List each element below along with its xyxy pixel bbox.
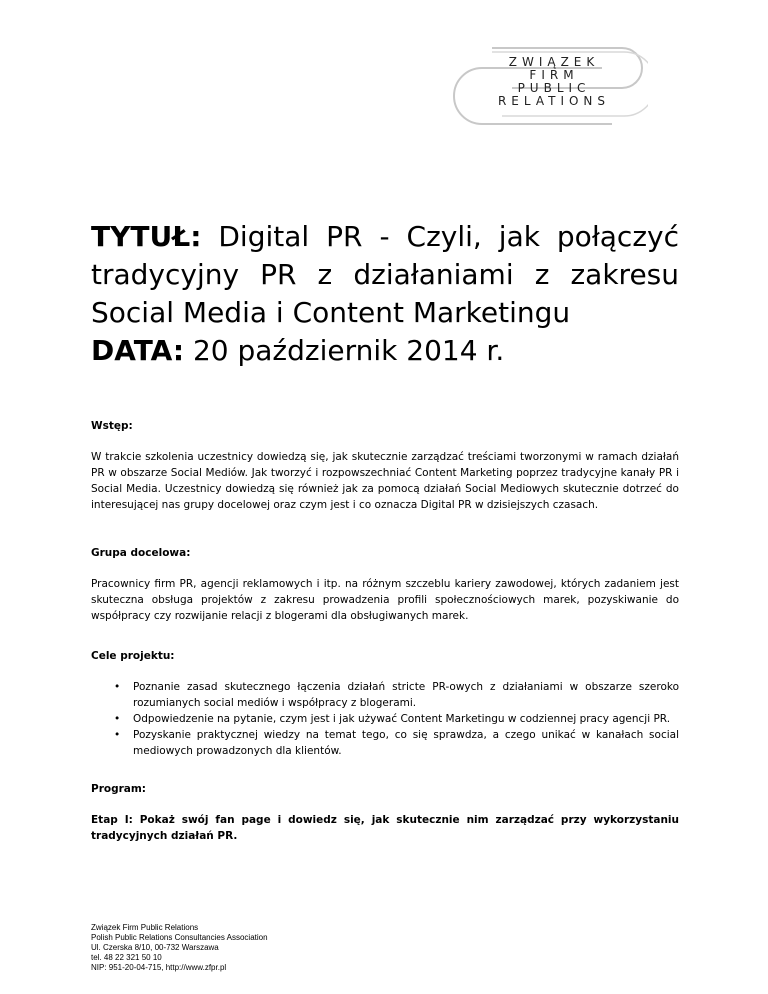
document-body xyxy=(91,418,679,844)
footer xyxy=(91,923,491,973)
logo-line-3: PUBLIC xyxy=(517,81,591,95)
date-line xyxy=(91,332,679,370)
document-title xyxy=(91,218,679,370)
title-line-3: Social Media i Content Marketingu xyxy=(91,296,571,329)
logo-line-2: FIRM xyxy=(529,68,579,82)
intro-heading: Wstęp: xyxy=(91,420,133,432)
zfpr-logo xyxy=(452,40,648,132)
title-text-1: Digital PR - Czyli, jak połączyć xyxy=(201,220,679,253)
logo-wordmark xyxy=(464,56,644,108)
date-value: 20 październik 2014 r. xyxy=(184,334,505,367)
logo-line-4: RELATIONS xyxy=(497,94,611,108)
target-group-heading: Grupa docelowa: xyxy=(91,547,191,559)
title-line-1 xyxy=(91,218,679,256)
goal-item: • Odpowiedzenie na pytanie, czym jest i jak używać Content Marketingu w codziennej pracy agencji PR. xyxy=(91,711,679,727)
footer-org-name: Związek Firm Public Relations xyxy=(91,923,199,932)
footer-nip-website: NIP: 951-20-04-715, http://www.zfpr.pl xyxy=(91,963,227,972)
goals-heading: Cele projektu: xyxy=(91,650,175,662)
program-heading: Program: xyxy=(91,783,147,795)
title-line-2: tradycyjny PR z działaniami z zakresu xyxy=(91,258,679,291)
goal-item: • Poznanie zasad skutecznego łączenia działań stricte PR-owych z działaniami w obszarze szeroko rozumianych social mediów i współpracy z blogerami. xyxy=(91,679,679,711)
title-label: TYTUŁ: xyxy=(91,220,202,253)
footer-phone: tel. 48 22 321 50 10 xyxy=(91,953,162,962)
date-label: DATA: xyxy=(91,334,185,367)
goal-item: • Pozyskanie praktycznej wiedzy na temat tego, co się sprawdza, a czego unikać w kanałach social mediowych prowadzonych dla klientów. xyxy=(91,727,679,759)
footer-org-name-en: Polish Public Relations Consultancies Association xyxy=(91,933,268,942)
intro-paragraph: W trakcie szkolenia uczestnicy dowiedzą się, jak skutecznie zarządzać treściami tworzonymi w ramach działań PR w obszarze Social Mediów. Jak tworzyć i rozpowszechniać Content Marketing poprzez tradycyjne kanały PR i Social Media. Uczestnicy dowiedzą się również jak za pomocą działań Social Mediowych skutecznie dotrzeć do interesującej nas grupy docelowej oraz czym jest i co oznacza Digital PR w dzisiejszych czasach. xyxy=(91,451,679,511)
program-stage-1: Etap I: Pokaż swój fan page i dowiedz się, jak skutecznie nim zarządzać przy wykorzystaniu tradycyjnych działań PR. xyxy=(91,814,679,842)
footer-address: Ul. Czerska 8/10, 00-732 Warszawa xyxy=(91,943,219,952)
logo-line-1: ZWIĄZEK xyxy=(508,55,600,69)
goals-list xyxy=(91,679,679,759)
target-group-paragraph: Pracownicy firm PR, agencji reklamowych i itp. na różnym szczeblu kariery zawodowej, których zadaniem jest skuteczna obsługa projektów z zakresu prowadzenia profili społecznościowych marek, pozyskiwanie do współpracy czy rozwijanie relacji z blogerami dla obsługiwanych marek. xyxy=(91,578,679,622)
